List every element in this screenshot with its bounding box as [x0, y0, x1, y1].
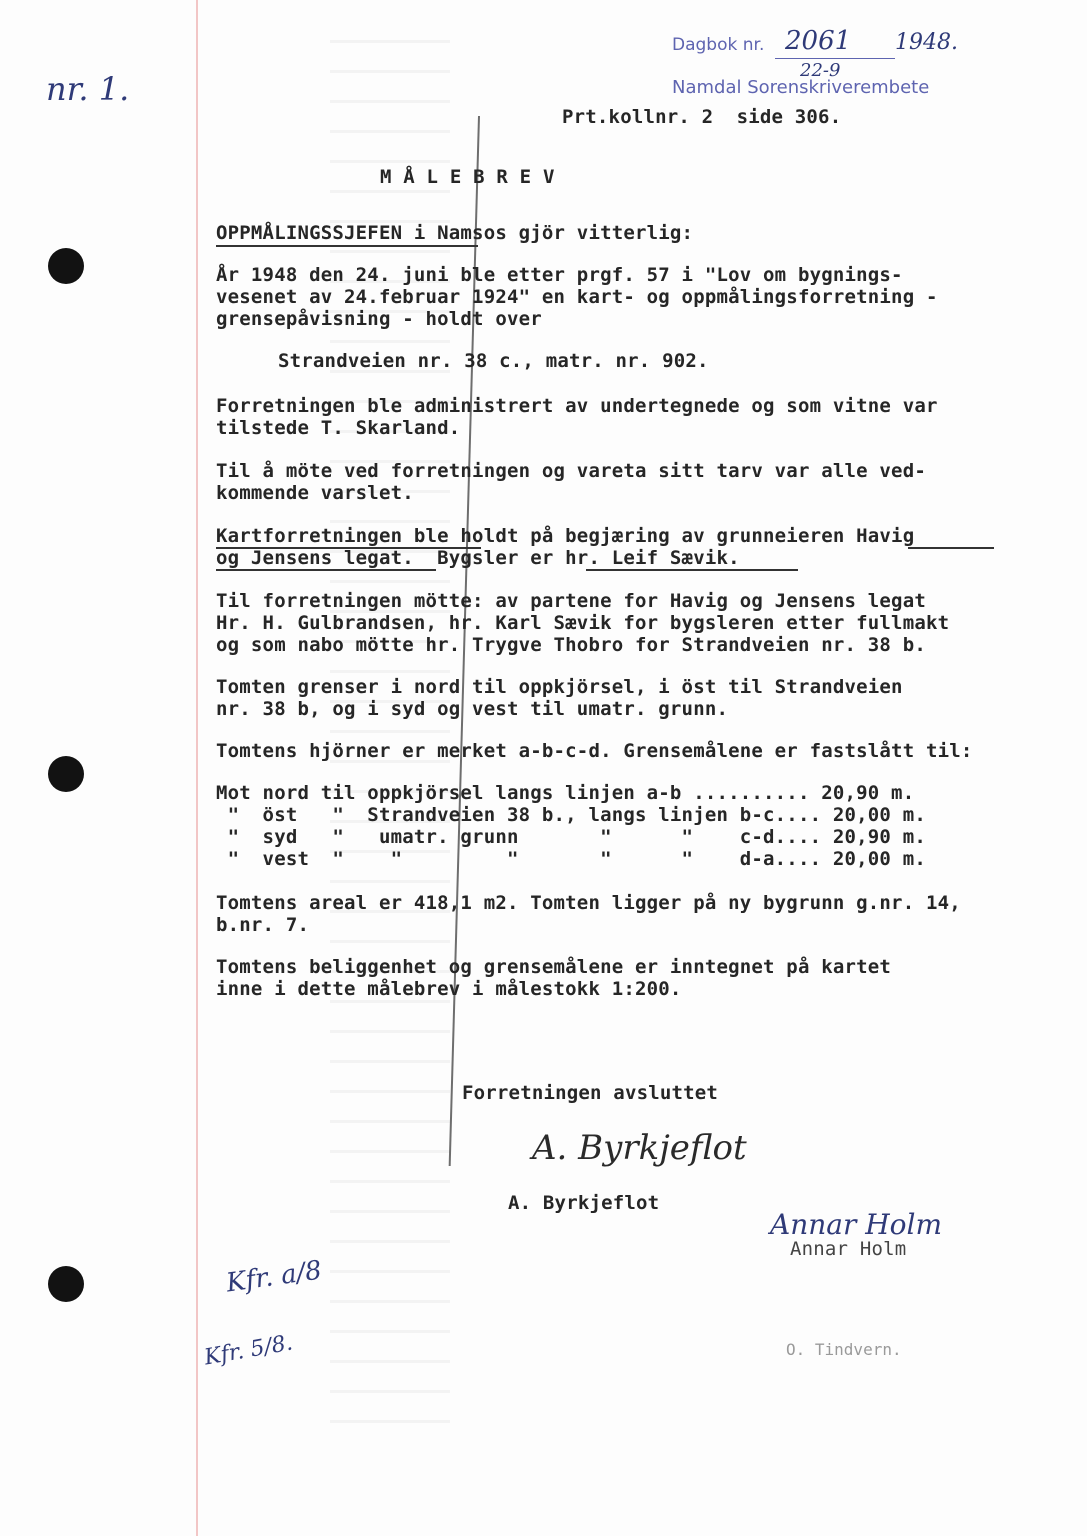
protocol-reference: Prt.kollnr. 2 side 306.	[562, 106, 842, 128]
body-line: og som nabo mötte hr. Trygve Thobro for Strandveien nr. 38 b.	[216, 634, 926, 656]
body-line: b.nr. 7.	[216, 914, 310, 936]
body-line: Til forretningen mötte: av partene for Havig og Jensens legat	[216, 590, 926, 612]
stamp-year: 1948.	[895, 30, 958, 55]
body-line: Tomtens beliggenhet og grensemålene er inntegnet på kartet	[216, 956, 892, 978]
measurement-row: " öst " Strandveien 38 b., langs linjen b-c.... 20,00 m.	[216, 804, 926, 826]
measurement-row: Mot nord til oppkjörsel langs linjen a-b .......... 20,90 m.	[216, 782, 915, 804]
document-title: M Å L E B R E V	[380, 166, 555, 188]
signature-handwritten: Annar Holm	[770, 1208, 943, 1241]
signature-typed: Annar Holm	[790, 1238, 907, 1260]
body-line: Tomtens areal er 418,1 m2. Tomten ligger på ny bygrunn g.nr. 14,	[216, 892, 961, 914]
stamp-underline	[775, 58, 895, 59]
margin-line	[196, 0, 198, 1536]
body-line: År 1948 den 24. juni ble etter prgf. 57 i "Lov om bygnings-	[216, 264, 903, 286]
stamp-date: 22-9	[800, 60, 841, 81]
body-line: Hr. H. Gulbrandsen, hr. Karl Sævik for bygsleren etter fullmakt	[216, 612, 950, 634]
closing-line: Forretningen avsluttet	[462, 1082, 719, 1104]
reference-note: Kfr. 5/8.	[202, 1330, 295, 1371]
body-line: Kartforretningen ble holdt på begjæring av grunneieren Havig	[216, 525, 915, 547]
margin-note: nr. 1.	[46, 70, 130, 108]
body-line: tilstede T. Skarland.	[216, 417, 461, 439]
measurement-row: " syd " umatr. grunn " " c-d.... 20,90 m.	[216, 826, 926, 848]
punch-hole	[48, 756, 84, 792]
signature-handwritten: A. Byrkjeflot	[532, 1128, 747, 1168]
body-line: Tomtens hjörner er merket a-b-c-d. Grensemålene er fastslått til:	[216, 740, 973, 762]
stamp-prefix: Dagbok nr.	[672, 35, 765, 55]
body-line: Tomten grenser i nord til oppkjörsel, i öst til Strandveien	[216, 676, 903, 698]
body-line: grensepåvisning - holdt over	[216, 308, 542, 330]
punch-hole	[48, 248, 84, 284]
body-line: nr. 38 b, og i syd og vest til umatr. grunn.	[216, 698, 729, 720]
faint-typed-name: O. Tindvern.	[786, 1340, 902, 1359]
body-line: OPPMÅLINGSSJEFEN i Namsos gjör vitterlig:	[216, 222, 694, 244]
stamp-number: 2061	[785, 26, 852, 56]
underline	[216, 569, 436, 571]
measurement-row: " vest " " " " " d-a.... 20,00 m.	[216, 848, 926, 870]
body-line: kommende varslet.	[216, 482, 414, 504]
property-line: Strandveien nr. 38 c., matr. nr. 902.	[278, 350, 709, 372]
stamp-office: Namdal Sorenskriverembete	[672, 77, 930, 98]
reference-note: Kfr. a/8	[224, 1255, 324, 1299]
body-line: inne i dette målebrev i målestokk 1:200.	[216, 978, 682, 1000]
body-line: og Jensens legat. Bygsler er hr. Leif Sævik.	[216, 547, 740, 569]
signature-typed: A. Byrkjeflot	[508, 1192, 660, 1214]
punch-hole	[48, 1266, 84, 1302]
body-line: vesenet av 24.februar 1924" en kart- og oppmålingsforretning -	[216, 286, 938, 308]
underline	[586, 569, 798, 571]
body-line: Til å möte ved forretningen og vareta sitt tarv var alle ved-	[216, 460, 926, 482]
heading-underline	[216, 245, 478, 247]
underline	[908, 547, 994, 549]
body-line: Forretningen ble administrert av undertegnede og som vitne var	[216, 395, 938, 417]
